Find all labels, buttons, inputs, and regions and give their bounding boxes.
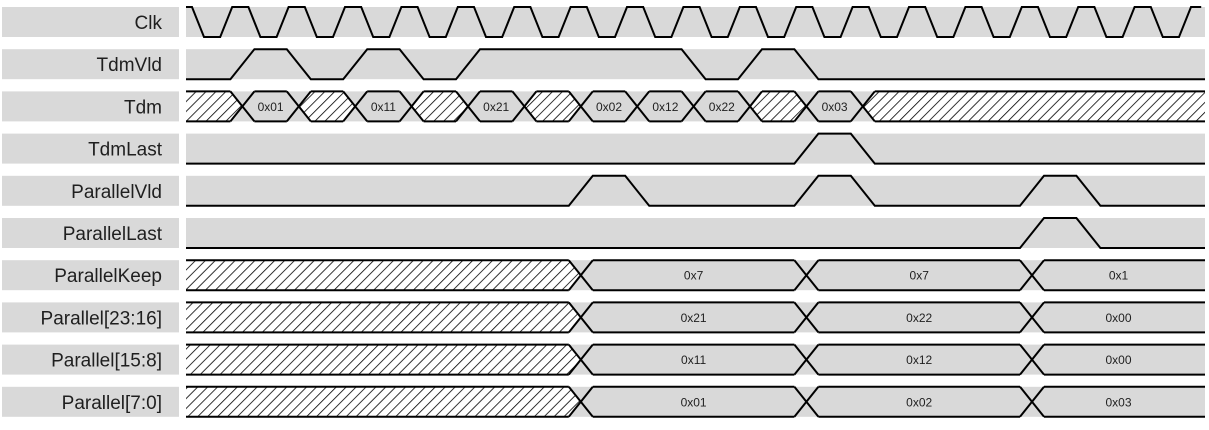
bus-value-label: 0x00 (1105, 310, 1132, 325)
bus-value-label: 0x11 (370, 99, 396, 114)
signal-row-parallellast (2, 218, 1205, 248)
signal-name-tdm: Tdm (124, 97, 162, 119)
bus-value-label: 0x1 (1108, 268, 1129, 283)
signal-name-parallellast: ParallelLast (62, 224, 162, 245)
bus-value-label: 0x21 (680, 310, 707, 325)
signal-row-parallel-15-8 (2, 345, 1205, 375)
signal-row-tdm (2, 91, 1205, 121)
bus-undefined-segment (863, 91, 1205, 121)
signal-row-parallelkeep (2, 260, 1205, 290)
signal-name-parallel-23-16: Parallel[23:16] (40, 308, 162, 330)
bus-value-label: 0x12 (652, 99, 679, 114)
bus-value-label: 0x03 (1105, 395, 1132, 410)
bus-value-label: 0x02 (906, 395, 933, 410)
signal-name-parallelkeep: ParallelKeep (54, 266, 162, 288)
signal-name-parallel-15-8: Parallel[15:8] (51, 350, 162, 372)
signal-row-parallel-23-16 (2, 302, 1205, 332)
waveform-background (186, 134, 1205, 164)
signal-row-clk (2, 7, 1205, 37)
bus-value-label: 0x02 (595, 99, 623, 114)
signal-name-tdmvld: TdmVld (96, 55, 162, 77)
bus-value-label: 0x01 (680, 395, 707, 410)
bus-value-label: 0x22 (708, 99, 735, 114)
bus-value-label: 0x7 (683, 268, 704, 283)
signal-row-tdmvld (2, 49, 1205, 79)
bus-undefined-segment (186, 387, 581, 417)
signal-name-clk: Clk (134, 13, 162, 34)
waveform-background (186, 218, 1205, 248)
bus-value-label: 0x03 (821, 99, 848, 114)
bus-value-label: 0x01 (257, 99, 284, 114)
signal-name-parallel-7-0: Parallel[7:0] (61, 392, 162, 414)
signal-name-parallelvld: ParallelVld (71, 181, 162, 203)
bus-value-label: 0x11 (681, 353, 707, 368)
bus-undefined-segment (186, 302, 581, 332)
bus-value-label: 0x00 (1105, 353, 1132, 368)
bus-value-label: 0x21 (483, 99, 510, 114)
bus-value-label: 0x22 (906, 310, 933, 325)
bus-value-label: 0x7 (909, 268, 929, 283)
waveform-background (186, 49, 1205, 79)
waveform-background (186, 176, 1205, 206)
signal-name-tdmlast: TdmLast (88, 139, 162, 161)
signal-row-tdmlast (2, 134, 1205, 164)
signal-row-parallelvld (2, 176, 1205, 206)
signal-row-parallel-7-0 (2, 387, 1205, 417)
bus-undefined-segment (186, 345, 581, 375)
bus-undefined-segment (186, 260, 581, 290)
bus-value-label: 0x12 (906, 353, 933, 368)
